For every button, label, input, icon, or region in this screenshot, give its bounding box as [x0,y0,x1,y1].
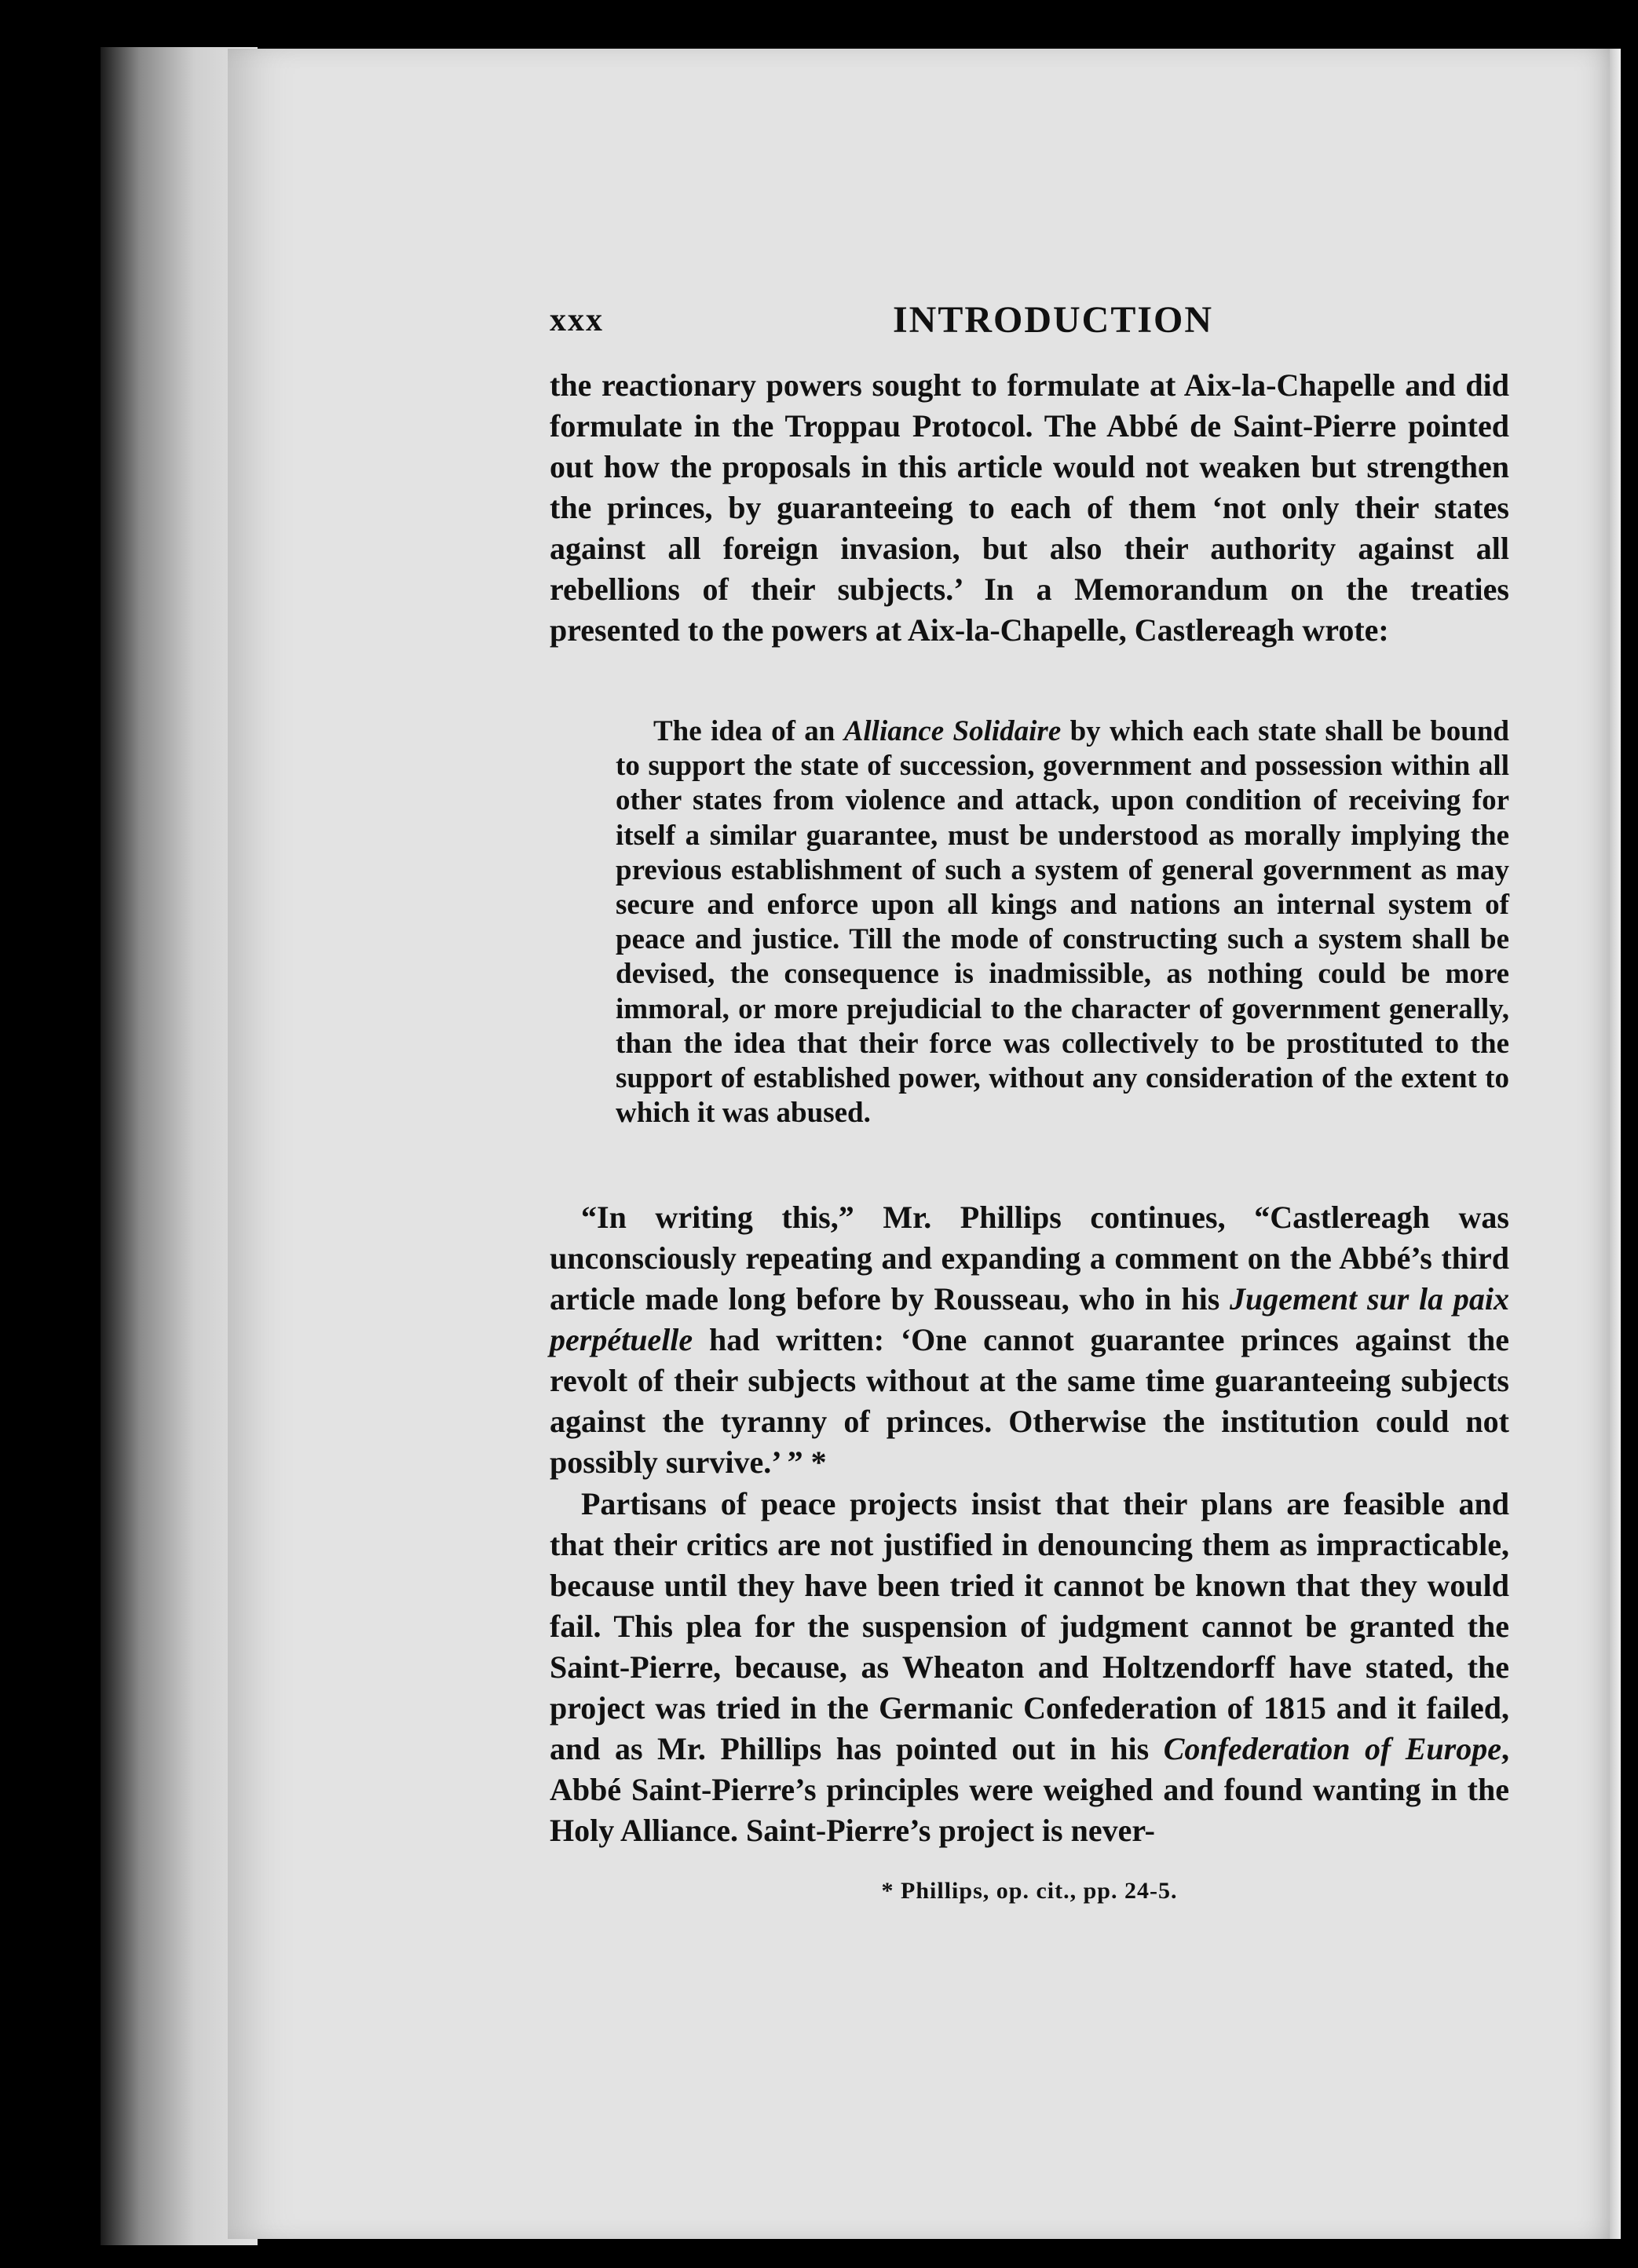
quote-italic-term: Alliance Solidaire [843,715,1062,747]
p2-italic-title: Jugement sur la paix perpétuelle [550,1281,1509,1357]
block-quote [616,714,1509,1130]
page-number: xxx [550,302,604,338]
paragraph-3 [550,1484,1509,1851]
p3-text-start: Partisans of peace projects insist that their plans are feasible and that their critics are not justified in denouncing them as impracticable, because until they have been tried it cannot be known that they would fail. This plea for the suspension of judgment cannot be granted the Saint-Pierre, because, as Wheaton and Holtzendorff have stated, the project was tried in the Germanic Confederation of 1815 and it failed, and as Mr. Phillips has pointed out in his [550,1486,1509,1766]
quote-text-end: by which each state shall be bound to support the state of succession, government and possession within all other states from violence and attack, upon condition of receiving for itself a similar guarantee, must be understood as morally implying the previous establishment of such a system of general government as may secure and enforce upon all kings and nations an internal system of peace and justice. Till the mode of constructing such a system shall be devised, the consequence is inadmissible, as nothing could be more immoral, or more prejudicial to the character of government generally, than the idea that their force was collectively to be prostituted to the support of established power, without any consideration of the extent to which it was abused. [616,715,1510,1130]
paragraph-1: the reactionary powers sought to formulate at Aix-la-Chapelle and did formulate in the Troppau Protocol. The Abbé de Saint-Pierre pointed out how the proposals in this article would not weaken but strengthen the princes, by guaranteeing to each of them ‘not only their states against all foreign invasion, but also their authority against all rebellions of their subjects.’ In a Memorandum on the treaties presented to the powers at Aix-la-Chapelle, Castlereagh wrote: [550,367,1509,648]
chapter-title: INTRODUCTION [892,299,1214,341]
p3-italic-title: Confederation of Europe [1163,1731,1501,1766]
p2-text-start: “In writing this,” Mr. Phillips continues, “Castlereagh was unconsciously repeating and expanding a comment on the Abbé’s third article made long before by Rousseau, who in his [550,1200,1509,1317]
p3-text-end: , Abbé Saint-Pierre’s principles were weighed and found wanting in the Holy Alliance. Saint-Pierre’s project is never- [550,1731,1509,1848]
quote-text-start: The idea of an [653,715,844,747]
page-edge [1610,49,1621,2239]
paragraph-2 [550,1197,1509,1483]
p2-text-end: had written: ‘One cannot guarantee princes against the revolt of their subjects without at the same time guaranteeing subjects against the tyranny of princes. Otherwise the institution could not possibly survive.’ ” * [550,1322,1509,1480]
footnote: * Phillips, op. cit., pp. 24-5. [881,1878,1178,1904]
running-head [550,298,1509,353]
